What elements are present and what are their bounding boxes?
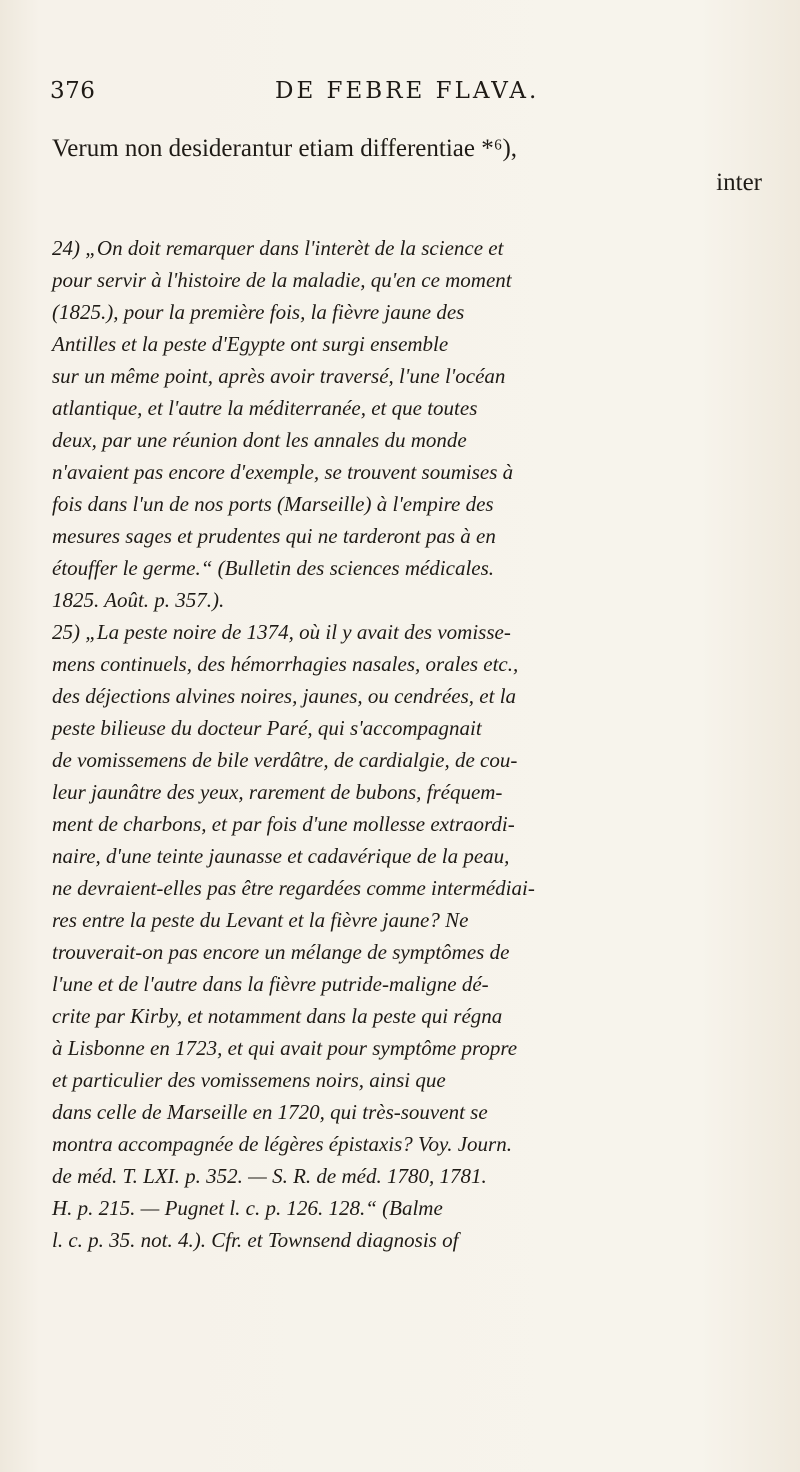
footnote-line: 24) „On doit remarquer dans l'interèt de la science et [52,236,504,260]
footnote-line: sur un même point, après avoir traversé, l'une l'océan [52,364,506,388]
footnote-line: pour servir à l'histoire de la maladie, qu'en ce moment [52,268,512,292]
footnote-line: (1825.), pour la première fois, la fièvre jaune des [52,300,465,324]
main-text [52,132,772,200]
footnote-line: trouverait-on pas encore un mélange de symptômes de [52,940,510,964]
footnote-line: montra accompagnée de légères épistaxis? Voy. Journ. [52,1132,512,1156]
footnote-line: ment de charbons, et par fois d'une mollesse extraordi- [52,812,515,836]
footnote-line: à Lisbonne en 1723, et qui avait pour symptôme propre [52,1036,518,1060]
running-head: DE FEBRE FLAVA. [275,78,540,104]
footnote-line: de vomissemens de bile verdâtre, de cardialgie, de cou- [52,748,518,772]
footnotes [52,232,777,1256]
footnote-line: mesures sages et prudentes qui ne tarderont pas à en [52,524,496,548]
footnote-line: l'une et de l'autre dans la fièvre putride-maligne dé- [52,972,489,996]
page-header [0,78,800,118]
footnote-line: 25) „La peste noire de 1374, où il y avait des vomisse- [52,620,511,644]
footnote-line: de méd. T. LXI. p. 352. — S. R. de méd. 1780, 1781. [52,1164,487,1188]
footnote-line: H. p. 215. — Pugnet l. c. p. 126. 128.“ (Balme [52,1196,443,1220]
footnote-line: crite par Kirby, et notamment dans la peste qui régna [52,1004,503,1028]
footnote-line: leur jaunâtre des yeux, rarement de bubons, fréquem- [52,780,503,804]
footnote-line: naire, d'une teinte jaunasse et cadavérique de la peau, [52,844,510,868]
footnote-line: des déjections alvines noires, jaunes, ou cendrées, et la [52,684,517,708]
footnote-line: ne devraient-elles pas être regardées comme intermédiai- [52,876,535,900]
footnote-line: Antilles et la peste d'Egypte ont surgi ensemble [52,332,449,356]
footnote-line: étouffer le germe.“ (Bulletin des sciences médicales. [52,556,495,580]
main-text-line: Verum non desiderantur etiam differentiae *⁶), [52,135,518,162]
footnote-line: res entre la peste du Levant et la fièvre jaune? Ne [52,908,469,932]
page-number: 376 [50,78,96,104]
footnote-line: et particulier des vomissemens noirs, ainsi que [52,1068,446,1092]
footnote-line: n'avaient pas encore d'exemple, se trouvent soumises à [52,460,514,484]
footnote-line: atlantique, et l'autre la méditerranée, et que toutes [52,396,478,420]
footnote-line: 1825. Août. p. 357.). [52,588,225,612]
footnote-line: deux, par une réunion dont les annales du monde [52,428,467,452]
footnote-line: fois dans l'un de nos ports (Marseille) à l'empire des [52,492,494,516]
main-text-line: inter [716,169,762,196]
footnote-line: dans celle de Marseille en 1720, qui très-souvent se [52,1100,488,1124]
footnote-line: l. c. p. 35. not. 4.). Cfr. et Townsend diagnosis of [52,1228,459,1252]
footnote-line: mens continuels, des hémorrhagies nasales, orales etc., [52,652,519,676]
footnote-line: peste bilieuse du docteur Paré, qui s'accompagnait [52,716,482,740]
